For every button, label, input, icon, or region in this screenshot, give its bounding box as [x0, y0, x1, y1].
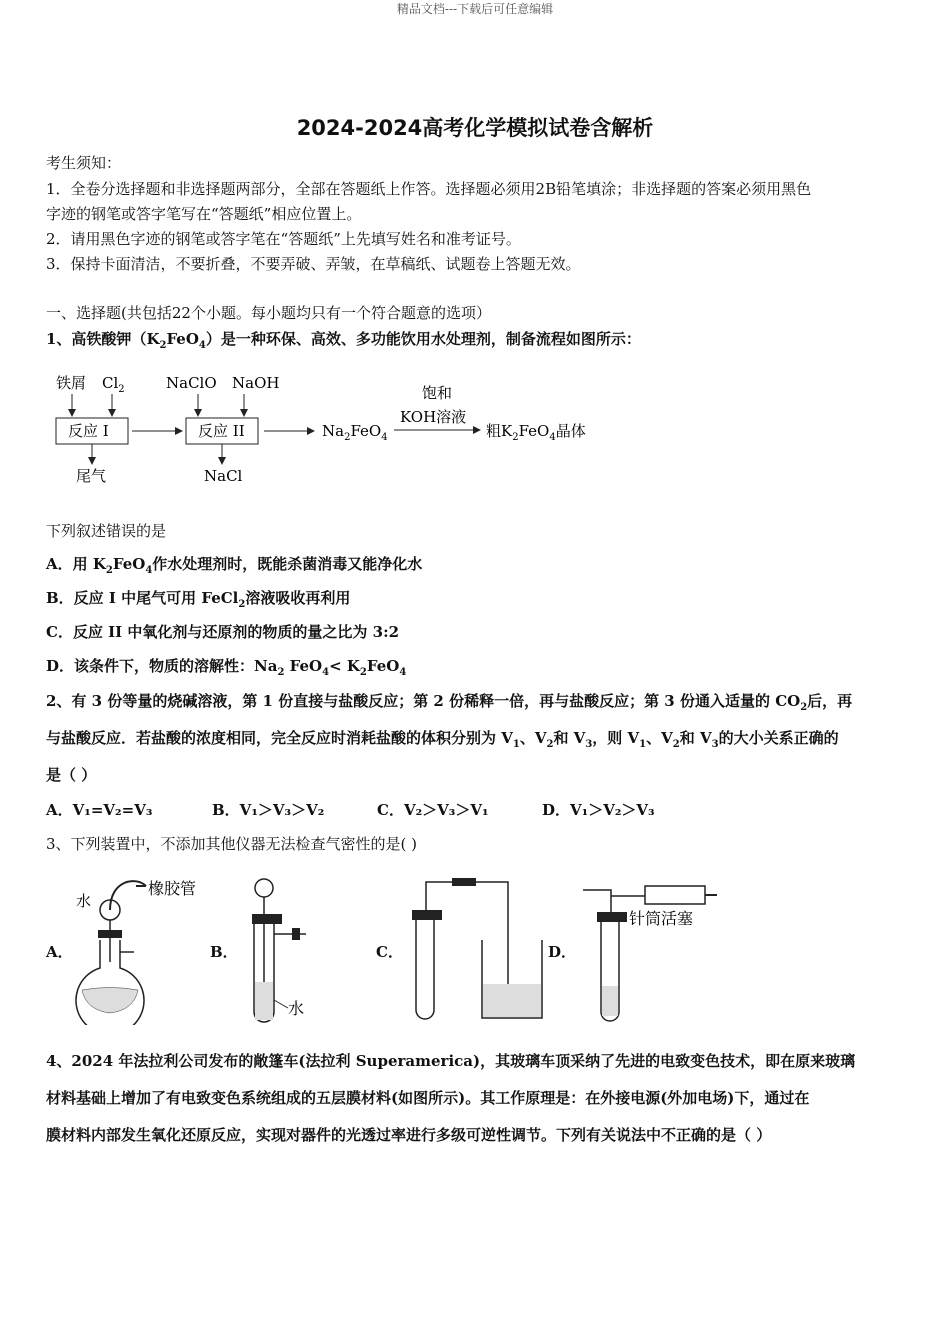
q3-label-b: B． [210, 943, 238, 961]
reactor-1-label: 反应 I [68, 422, 109, 440]
flow-naclo-label: NaClO [166, 374, 217, 392]
flow-crude-product: 粗$K_2FeO_4$晶体 [486, 422, 586, 443]
q2-line-2: 与盐酸反应．若盐酸的浓度相同，完全反应时消耗盐酸的体积分别为 $V_1$、$V_2$和 $V_3$，则 $V_1$、$V_2$和 $V_3$的大小关系正确的 [46, 729, 839, 750]
flow-iron-label: 铁屑 [56, 374, 87, 392]
q1-option-d: D．该条件下，物质的溶解性：$Na_2$ $FeO_4< K_2FeO_4$ [46, 657, 407, 678]
q1-ask: 下列叙述错误的是 [46, 522, 167, 540]
apparatus-d-plunger-label: 针筒活塞 [629, 909, 694, 928]
apparatus-b-tube [240, 872, 350, 1027]
flow-naoh-label: NaOH [232, 374, 280, 392]
apparatus-b-water-label: 水 [288, 999, 305, 1018]
q2-line-3: 是（ ） [46, 766, 97, 784]
apparatus-a-water-label: 水 [76, 892, 92, 910]
notice-item: 字迹的钢笔或答字笔写在“答题纸”相应位置上。 [46, 205, 362, 223]
reactor-2-label: 反应 II [198, 422, 245, 440]
page-title: 2024-2024高考化学模拟试卷含解析 [296, 116, 654, 140]
notice-item: 1．全卷分选择题和非选择题两部分，全部在答题纸上作答。选择题必须用2B铅笔填涂；非选择题的答案必须用黑色 [46, 180, 812, 198]
apparatus-a-flask [70, 870, 210, 1025]
apparatus-a-rubber-label: 橡胶管 [148, 879, 197, 898]
notice-item: 2．请用黑色字迹的钢笔或答字笔在“答题纸”上先填写姓名和准考证号。 [46, 230, 521, 248]
q1-option-c: C．反应 II 中氧化剂与还原剂的物质的量之比为 3:2 [46, 623, 400, 641]
flow-diagram [46, 368, 606, 493]
q2-option-c: C．V₂＞V₃＞V₁ [377, 801, 489, 819]
q3-label-d: D． [548, 943, 577, 961]
q3-label-a: A． [46, 943, 73, 961]
flow-tail-gas: 尾气 [76, 467, 107, 485]
q2-option-d: D．V₁＞V₂＞V₃ [542, 801, 655, 819]
q2-option-b: B．V₁＞V₃＞V₂ [212, 801, 325, 819]
flow-saturated: 饱和 [422, 384, 453, 402]
q1-option-a: A．用 $K_2FeO_4$作水处理剂时，既能杀菌消毒又能净化水 [46, 555, 423, 576]
flow-koh: KOH溶液 [400, 408, 467, 426]
q3-stem: 3、下列装置中，不添加其他仪器无法检查气密性的是( ) [46, 835, 418, 853]
notice-heading: 考生须知： [46, 154, 122, 172]
q1-stem: 1、高铁酸钾$(K_2FeO_4)$是一种环保、高效、多功能饮用水处理剂，制备流程如图所示： [46, 330, 641, 351]
q3-label-c: C． [376, 943, 403, 961]
q2-option-a: A．V₁=V₂=V₃ [46, 801, 153, 819]
q2-line-1: 2、有 3 份等量的烧碱溶液，第 1 份直接与盐酸反应；第 2 份稀释一倍，再与盐酸反应；第 3 份通入适量的 $CO_2$后，再 [46, 692, 853, 713]
q1-option-b: B．反应 I 中尾气可用 FeCl$_2$溶液吸收再利用 [46, 589, 351, 610]
q4-line-2: 材料基础上增加了有电致变色系统组成的五层膜材料(如图所示)。其工作原理是：在外接电源(外加电场)下，通过在 [46, 1089, 810, 1107]
q4-line-1: 4、2024 年法拉利公司发布的敞篷车(法拉利 Superamerica)，其玻璃车顶采纳了先进的电致变色技术，即在原来玻璃 [46, 1052, 856, 1070]
flow-nacl: NaCl [204, 467, 243, 485]
section-heading: 一、选择题(共包括22个小题。每小题均只有一个符合题意的选项） [46, 304, 491, 322]
page-header: 精品文档---下载后可任意编辑 [396, 2, 554, 16]
notice-item: 3．保持卡面清洁，不要折叠，不要弄破、弄皱，在草稿纸、试题卷上答题无效。 [46, 255, 581, 273]
apparatus-c-tube-beaker [408, 874, 548, 1024]
flow-cl2-label: $Cl_2$ [102, 374, 125, 395]
q4-line-3: 膜材料内部发生氧化还原反应，实现对器件的光透过率进行多级可逆性调节。下列有关说法中不正确的是（ ） [46, 1126, 772, 1144]
flow-na2feo4: $Na_2FeO_4$ [322, 422, 388, 443]
apparatus-d-syringe [575, 876, 725, 1026]
